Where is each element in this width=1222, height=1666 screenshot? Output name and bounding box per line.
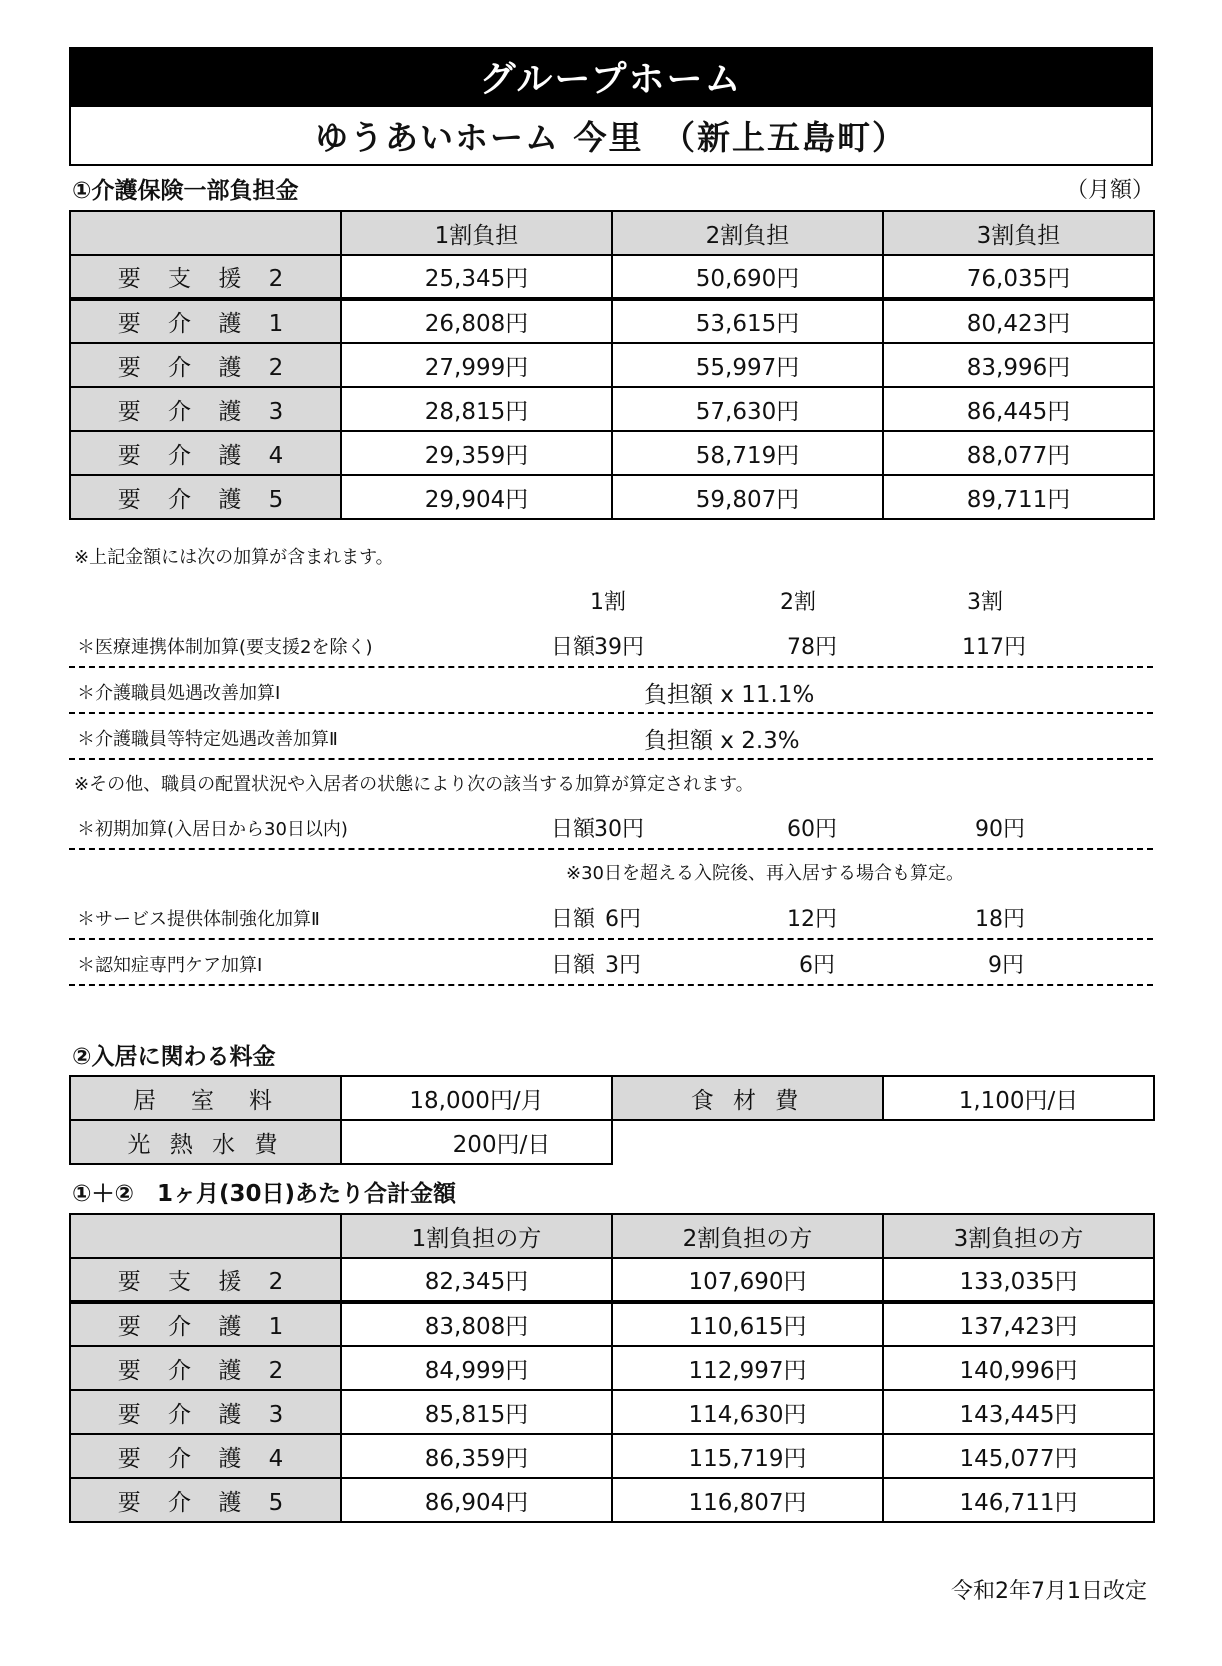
included-additions-note: ※上記金額には次の加算が含まれます。: [74, 547, 394, 568]
table-row: [70, 343, 1154, 387]
table-row: [70, 387, 1154, 431]
amount-cell: 146,711円: [883, 1478, 1154, 1522]
addition-row: [69, 940, 1153, 986]
table-row: [70, 475, 1154, 519]
amount-cell: 57,630円: [612, 387, 883, 431]
addition-value-1: 39円: [594, 635, 644, 660]
amount-cell: 26,808円: [341, 299, 612, 343]
amount-cell: 80,423円: [883, 299, 1154, 343]
table-row: [70, 1258, 1154, 1302]
table-row: [70, 1478, 1154, 1522]
row-label: 要 介 護 4: [70, 431, 341, 475]
corner-cell: [70, 211, 341, 255]
empty-cell: [612, 1120, 883, 1164]
addition-value-3: 90円: [975, 817, 1025, 842]
amount-cell: 50,690円: [612, 255, 883, 299]
amount-cell: 27,999円: [341, 343, 612, 387]
food-fee-label: 食 材 費: [612, 1076, 883, 1120]
addition-value-3: 18円: [975, 907, 1025, 932]
other-additions-note: ※その他、職員の配置状況や入居者の状態により次の該当する加算が算定されます。: [74, 774, 754, 795]
row-label: 要 支 援 2: [70, 255, 341, 299]
amount-cell: 86,445円: [883, 387, 1154, 431]
addition-row: [69, 894, 1153, 940]
addition-value-1: 6円: [605, 907, 641, 932]
table-row: [70, 1390, 1154, 1434]
table-row: [70, 1346, 1154, 1390]
amount-cell: 89,711円: [883, 475, 1154, 519]
row-label: 要 支 援 2: [70, 1258, 341, 1302]
food-fee-value: 1,100円/日: [883, 1076, 1154, 1120]
amount-cell: 83,808円: [341, 1302, 612, 1346]
column-header: 1割負担の方: [341, 1214, 612, 1258]
amount-cell: 55,997円: [612, 343, 883, 387]
amount-cell: 86,904円: [341, 1478, 612, 1522]
table-row: [70, 1076, 1154, 1120]
amount-cell: 88,077円: [883, 431, 1154, 475]
column-header: 2割負担の方: [612, 1214, 883, 1258]
row-label: 要 介 護 1: [70, 299, 341, 343]
amount-cell: 86,359円: [341, 1434, 612, 1478]
amount-cell: 114,630円: [612, 1390, 883, 1434]
row-label: 要 介 護 1: [70, 1302, 341, 1346]
section2-title: ②入居に関わる料金: [72, 1044, 276, 1070]
addition-name: ＊初期加算(入居日から30日以内): [77, 819, 348, 840]
empty-cell: [883, 1120, 1154, 1164]
utility-fee-value: 200円/日: [341, 1120, 612, 1164]
amount-cell: 25,345円: [341, 255, 612, 299]
addition-row: [69, 622, 1153, 668]
addition-value-3: 117円: [962, 635, 1026, 660]
utility-fee-label: 光 熱 水 費: [70, 1120, 341, 1164]
amount-cell: 115,719円: [612, 1434, 883, 1478]
monthly-total-table: [69, 1213, 1155, 1523]
addition-value-2: 60円: [787, 817, 837, 842]
rate-col-head-1: 1割: [590, 590, 626, 615]
addition-name: ＊介護職員処遇改善加算Ⅰ: [77, 683, 281, 704]
monthly-unit-note: （月額）: [1065, 178, 1154, 203]
table-header-row: [70, 211, 1154, 255]
amount-cell: 107,690円: [612, 1258, 883, 1302]
table-row: [70, 255, 1154, 299]
addition-value-2: 12円: [787, 907, 837, 932]
daily-label: 日額: [551, 635, 596, 660]
addition-name: ＊認知症専門ケア加算Ⅰ: [77, 955, 263, 976]
table-row: [70, 299, 1154, 343]
amount-cell: 140,996円: [883, 1346, 1154, 1390]
addition-value-3: 9円: [988, 953, 1024, 978]
amount-cell: 28,815円: [341, 387, 612, 431]
table-row: [70, 1302, 1154, 1346]
table-row: [70, 1120, 1154, 1164]
column-header: 2割負担: [612, 211, 883, 255]
amount-cell: 145,077円: [883, 1434, 1154, 1478]
amount-cell: 133,035円: [883, 1258, 1154, 1302]
row-label: 要 介 護 2: [70, 343, 341, 387]
room-fee-label: 居 室 料: [70, 1076, 341, 1120]
addition-value-1: 3円: [605, 953, 641, 978]
amount-cell: 58,719円: [612, 431, 883, 475]
amount-cell: 85,815円: [341, 1390, 612, 1434]
amount-cell: 137,423円: [883, 1302, 1154, 1346]
table-row: [70, 1434, 1154, 1478]
column-header: 3割負担の方: [883, 1214, 1154, 1258]
addition-row: [69, 804, 1153, 850]
amount-cell: 29,359円: [341, 431, 612, 475]
addition-row: [69, 714, 1153, 760]
row-label: 要 介 護 2: [70, 1346, 341, 1390]
column-header: 3割負担: [883, 211, 1154, 255]
addition-row: [69, 668, 1153, 714]
rate-col-head-3: 3割: [967, 590, 1003, 615]
addition-name: ＊サービス提供体制強化加算Ⅱ: [77, 909, 320, 930]
row-label: 要 介 護 4: [70, 1434, 341, 1478]
addition-name: ＊医療連携体制加算(要支援2を除く): [77, 637, 373, 658]
addition-value-2: 78円: [787, 635, 837, 660]
daily-label: 日額: [551, 953, 596, 978]
amount-cell: 59,807円: [612, 475, 883, 519]
daily-label: 日額: [551, 817, 596, 842]
section1-title: ①介護保険一部負担金: [72, 178, 299, 204]
row-label: 要 介 護 5: [70, 1478, 341, 1522]
amount-cell: 83,996円: [883, 343, 1154, 387]
addition-value-2: 6円: [799, 953, 835, 978]
row-label: 要 介 護 3: [70, 1390, 341, 1434]
residence-fees-table: [69, 1075, 1155, 1165]
addition-formula: 負担額 x 11.1%: [644, 682, 815, 708]
page-banner: グループホーム: [69, 47, 1153, 105]
facility-name: ゆうあいホーム 今里 （新上五島町）: [69, 105, 1153, 166]
amount-cell: 84,999円: [341, 1346, 612, 1390]
amount-cell: 29,904円: [341, 475, 612, 519]
addition-value-1: 30円: [594, 817, 644, 842]
row-label: 要 介 護 5: [70, 475, 341, 519]
rate-col-head-2: 2割: [780, 590, 816, 615]
table-row: [70, 431, 1154, 475]
column-header: 1割負担: [341, 211, 612, 255]
row-label: 要 介 護 3: [70, 387, 341, 431]
amount-cell: 112,997円: [612, 1346, 883, 1390]
table-header-row: [70, 1214, 1154, 1258]
addition-name: ＊介護職員等特定処遇改善加算Ⅱ: [77, 729, 338, 750]
addition-formula: 負担額 x 2.3%: [644, 728, 800, 754]
amount-cell: 116,807円: [612, 1478, 883, 1522]
corner-cell: [70, 1214, 341, 1258]
amount-cell: 76,035円: [883, 255, 1154, 299]
revision-date: 令和2年7月1日改定: [951, 1579, 1147, 1604]
daily-label: 日額: [551, 907, 596, 932]
amount-cell: 82,345円: [341, 1258, 612, 1302]
initial-addition-note: ※30日を超える入院後、再入居する場合も算定。: [566, 863, 964, 884]
section3-title: ①＋② 1ヶ月(30日)あたり合計金額: [72, 1181, 456, 1207]
room-fee-value: 18,000円/月: [341, 1076, 612, 1120]
amount-cell: 110,615円: [612, 1302, 883, 1346]
amount-cell: 143,445円: [883, 1390, 1154, 1434]
care-insurance-table: [69, 210, 1155, 520]
amount-cell: 53,615円: [612, 299, 883, 343]
